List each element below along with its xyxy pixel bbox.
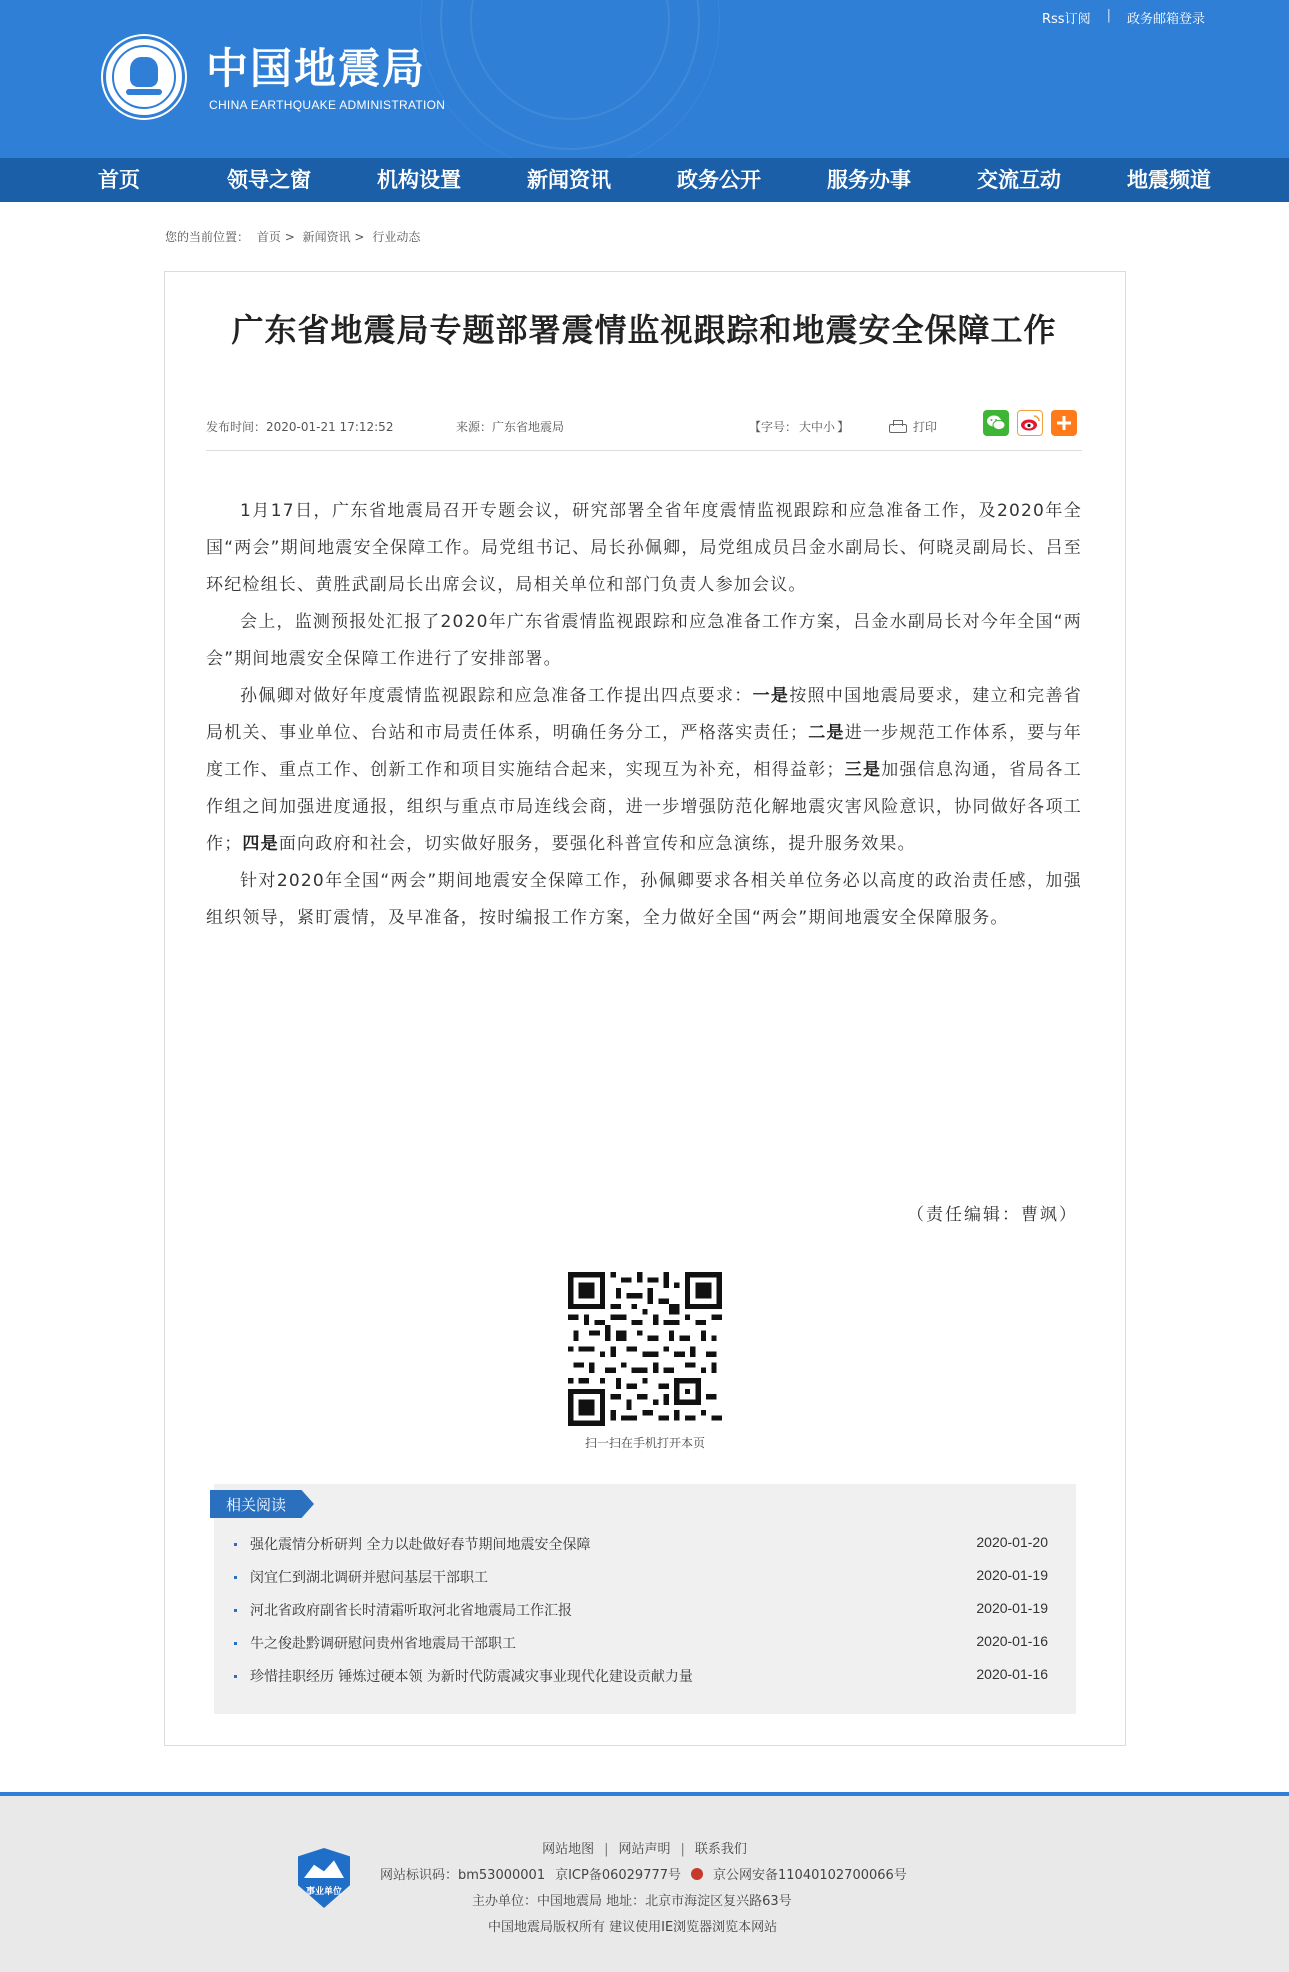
breadcrumb-separator: > <box>354 230 365 244</box>
icp-link[interactable]: 京ICP备06029777号 <box>555 1868 682 1883</box>
police-record-link[interactable]: 京公网安备11040102700066号 <box>713 1868 907 1883</box>
more-share-icon[interactable] <box>1051 410 1077 436</box>
nav-item-organization[interactable]: 机构设置 <box>377 168 461 192</box>
list-item[interactable] <box>232 1530 1062 1563</box>
related-item-date: 2020-01-19 <box>976 1600 1048 1616</box>
paragraph-text: 孙佩卿对做好年度震情监视跟踪和应急准备工作提出四点要求： <box>240 686 753 706</box>
related-item-title[interactable]: 闵宜仁到湖北调研并慰问基层干部职工 <box>250 1570 488 1586</box>
emphasis-text: 四是 <box>242 834 279 854</box>
breadcrumb-home[interactable]: 首页 <box>256 230 281 244</box>
site-header <box>0 0 1289 158</box>
nav-item-leaders[interactable]: 领导之窗 <box>227 168 311 192</box>
logo-title-en[interactable]: CHINA EARTHQUAKE ADMINISTRATION <box>209 98 446 112</box>
related-item-title[interactable]: 河北省政府副省长时清霜听取河北省地震局工作汇报 <box>250 1603 572 1619</box>
article-paragraph: 1月17日，广东省地震局召开专题会议，研究部署全省年度震情监视跟踪和应急准备工作，及2020年全国“两会”期间地震安全保障工作。局党组书记、局长孙佩卿，局党组成员吕金水副局长、何晓灵副局长、吕至环纪检组长、黄胜武副局长出席会议，局相关单位和部门负责人参加会议。 <box>206 501 1082 595</box>
qr-code-icon <box>568 1272 722 1426</box>
related-reading-heading: 相关阅读 <box>226 1496 287 1514</box>
meta-divider <box>206 450 1082 451</box>
emphasis-text: 二是 <box>808 723 845 743</box>
gov-mail-login-link[interactable]: 政务邮箱登录 <box>1126 12 1205 27</box>
bullet-icon <box>234 1675 237 1678</box>
footer-copyright: 中国地震局版权所有 建议使用IE浏览器浏览本网站 <box>488 1920 778 1935</box>
wechat-share-icon[interactable] <box>983 410 1009 436</box>
footer-links <box>0 1838 1289 1857</box>
emblem-core <box>130 57 158 87</box>
footer-separator: | <box>604 1842 609 1857</box>
public-institution-badge-icon[interactable] <box>298 1848 350 1908</box>
related-item-date: 2020-01-16 <box>976 1633 1048 1649</box>
related-reading-tag <box>210 1490 314 1518</box>
site-footer <box>0 1796 1289 1972</box>
paragraph-text: 进一步规范工作体系，要与年度工作、重点工作、创新工作和项目实施结合起来，实现互为补充，相得益彰； <box>206 723 1082 780</box>
print-label: 打印 <box>913 420 938 434</box>
article-meta <box>206 416 1082 450</box>
list-item[interactable] <box>232 1629 1062 1662</box>
print-button[interactable] <box>889 418 937 435</box>
font-size-close: 】 <box>837 420 850 434</box>
breadcrumb-industry-news[interactable]: 行业动态 <box>372 230 421 244</box>
nav-item-interaction[interactable]: 交流互动 <box>977 168 1061 192</box>
badge-shield <box>298 1848 350 1908</box>
site-statement-link[interactable]: 网站声明 <box>618 1842 671 1857</box>
font-size-switcher <box>747 418 851 435</box>
bullet-icon <box>234 1609 237 1612</box>
font-size-small[interactable]: 小 <box>823 420 836 434</box>
site-map-link[interactable]: 网站地图 <box>542 1842 595 1857</box>
printer-icon <box>889 420 905 434</box>
article-paragraph <box>206 678 1082 863</box>
bullet-icon <box>234 1543 237 1546</box>
qr-caption: 扫一扫在手机打开本页 <box>584 1436 705 1450</box>
site-id: 网站标识码：bm53000001 <box>380 1868 546 1883</box>
related-item-date: 2020-01-19 <box>976 1567 1048 1583</box>
paragraph-text: 面向政府和社会，切实做好服务，要强化科普宣传和应急演练，提升服务效果。 <box>278 834 916 854</box>
list-item[interactable] <box>232 1662 1062 1695</box>
main-nav <box>0 158 1289 202</box>
breadcrumb-prefix: 您的当前位置： <box>165 230 250 244</box>
logo-title-cn[interactable]: 中国地震局 <box>206 44 427 93</box>
related-item-title[interactable]: 珍惜挂职经历 锤炼过硬本领 为新时代防震减灾事业现代化建设贡献力量 <box>250 1669 693 1685</box>
nav-item-home[interactable]: 首页 <box>98 168 140 192</box>
font-size-medium[interactable]: 中 <box>811 420 824 434</box>
nav-item-earthquake-channel[interactable]: 地震频道 <box>1127 168 1211 192</box>
emphasis-text: 三是 <box>844 760 882 780</box>
emblem-base <box>126 89 162 95</box>
breadcrumb-news[interactable]: 新闻资讯 <box>302 230 351 244</box>
breadcrumb <box>165 228 420 245</box>
article-paragraph: 会上，监测预报处汇报了2020年广东省震情监视跟踪和应急准备工作方案，吕金水副局长对今年全国“两会”期间地震安全保障工作进行了安排部署。 <box>206 612 1082 669</box>
article-paragraph: 针对2020年全国“两会”期间地震安全保障工作，孙佩卿要求各相关单位务必以高度的政治责任感，加强组织领导，紧盯震情，及早准备，按时编报工作方案，全力做好全国“两会”期间地震安全保障服务。 <box>206 871 1082 928</box>
article-title: 广东省地震局专题部署震情监视跟踪和地震安全保障工作 <box>231 311 1057 349</box>
related-item-title[interactable]: 牛之俊赴黔调研慰问贵州省地震局干部职工 <box>250 1636 516 1652</box>
breadcrumb-separator: > <box>284 230 295 244</box>
article-body <box>206 493 1082 937</box>
logo-emblem-icon[interactable] <box>103 36 185 118</box>
bullet-icon <box>234 1642 237 1645</box>
footer-registration-line <box>380 1864 907 1883</box>
font-size-large[interactable]: 大 <box>799 420 812 434</box>
nav-item-services[interactable]: 服务办事 <box>827 168 911 192</box>
list-item[interactable] <box>232 1596 1062 1629</box>
weibo-share-icon[interactable] <box>1017 410 1043 436</box>
emphasis-text: 一是 <box>752 686 790 706</box>
nav-item-government-affairs[interactable]: 政务公开 <box>677 168 761 192</box>
paragraph-text: 加强信息沟通，省局各工作组之间加强进度通报，组织与重点市局连线会商，进一步增强防范化解地震灾害风险意识，协同做好各项工作； <box>206 760 1083 854</box>
paragraph-text: 按照中国地震局要求，建立和完善省局机关、事业单位、台站和市局责任体系，明确任务分工，严格落实责任； <box>206 686 1082 743</box>
article-source: 来源：广东省地震局 <box>456 420 565 434</box>
related-item-date: 2020-01-20 <box>976 1534 1048 1550</box>
contact-us-link[interactable]: 联系我们 <box>694 1842 747 1857</box>
nav-item-news[interactable]: 新闻资讯 <box>527 168 611 192</box>
related-item-title[interactable]: 强化震情分析研判 全力以赴做好春节期间地震安全保障 <box>250 1537 591 1553</box>
bullet-icon <box>234 1576 237 1579</box>
related-list <box>232 1530 1062 1695</box>
badge-text: 事业单位 <box>305 1887 342 1897</box>
responsible-editor: （责任编辑：曹飒） <box>907 1205 1078 1225</box>
footer-sponsor: 主办单位：中国地震局 地址：北京市海淀区复兴路63号 <box>472 1894 792 1909</box>
related-item-date: 2020-01-16 <box>976 1666 1048 1682</box>
footer-separator: | <box>680 1842 685 1857</box>
publish-time: 发布时间：2020-01-21 17:12:52 <box>206 420 394 434</box>
police-badge-icon <box>691 1868 703 1880</box>
list-item[interactable] <box>232 1563 1062 1596</box>
top-links-separator: | <box>1106 8 1111 23</box>
font-size-open: 【字号： <box>749 420 798 434</box>
share-buttons <box>983 410 1077 436</box>
top-links <box>1042 8 1205 27</box>
rss-link[interactable]: Rss订阅 <box>1042 12 1091 27</box>
